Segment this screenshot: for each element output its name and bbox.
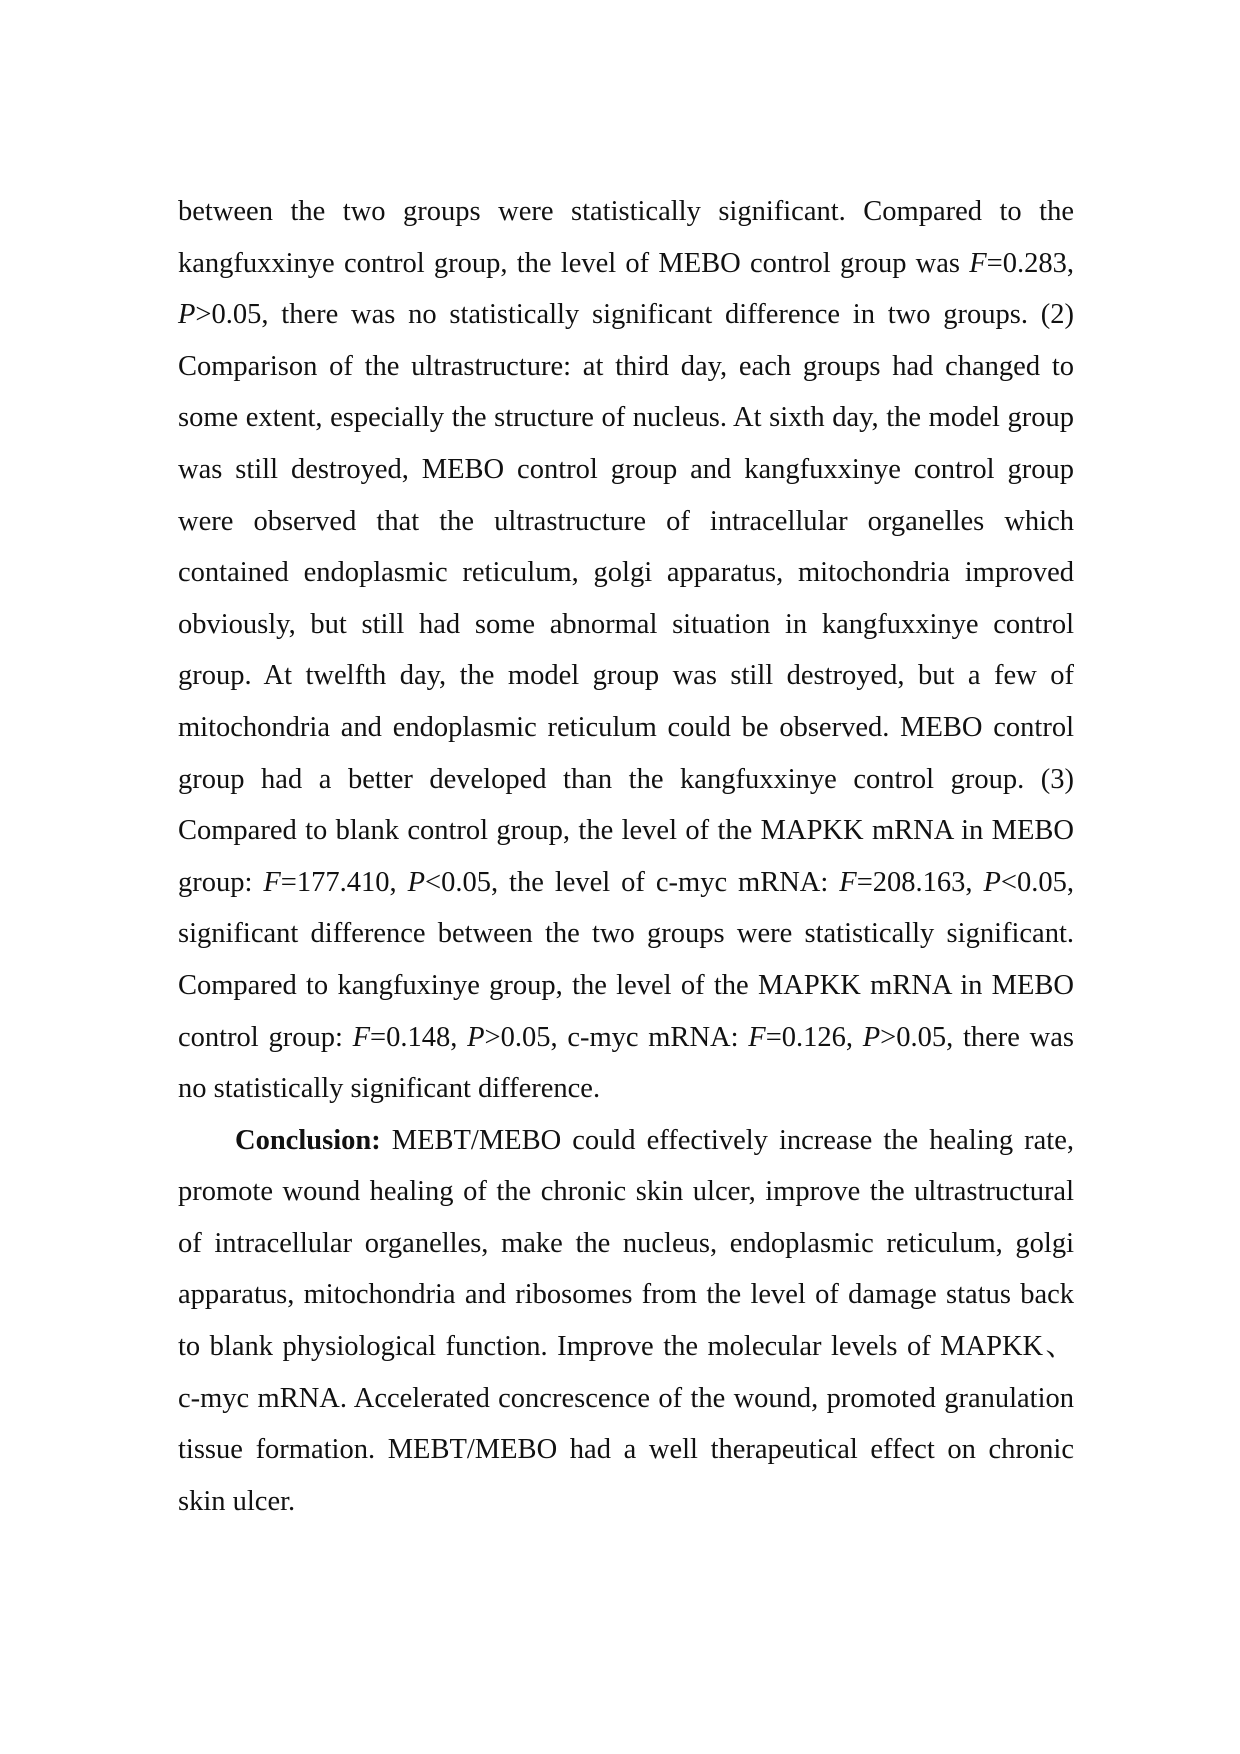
stat-symbol: P (178, 299, 196, 331)
text-segment: >0.05, c-myc mRNA: (484, 1021, 749, 1053)
text-segment: =0.283, (986, 247, 1074, 279)
text-segment: =208.163, (856, 866, 984, 898)
stat-symbol: P (983, 866, 1001, 898)
conclusion-paragraph (178, 1115, 1074, 1528)
stat-symbol: P (407, 866, 426, 898)
stat-symbol: P (467, 1021, 485, 1053)
stat-symbol: F (352, 1021, 371, 1053)
document-page (178, 186, 1074, 1527)
results-paragraph (178, 186, 1074, 1115)
conclusion-label: Conclusion: (235, 1124, 381, 1156)
text-segment: =177.410, (280, 866, 408, 898)
stat-symbol: P (862, 1021, 881, 1053)
text-segment: =0.126, (765, 1021, 863, 1053)
text-segment: >0.05, there was no statistically significant difference in two groups. (2) Comparison of the ultrastructure: at third day, each groups had changed to some extent, especially the structure of nucleus. At sixth day, the model group was still destroyed, MEBO control group and kangfuxxinye control group were observed that the ultrastructure of intracellular organelles which contained endoplasmic reticulum, golgi apparatus, mitochondria improved obviously, but still had some abnormal situation in kangfuxxinye control group. At twelfth day, the model group was still destroyed, but a few of mitochondria and endoplasmic reticulum could be observed. MEBO control group had a better developed than the kangfuxxinye control group. (3) Compared to blank control group, the level of the MAPKK mRNA in MEBO group: (178, 299, 1074, 898)
text-segment: between the two groups were statistically significant. Compared to the kangfuxxinye control group, the level of MEBO control group was (178, 196, 1074, 279)
conclusion-text: MEBT/MEBO could effectively increase the healing rate, promote wound healing of the chronic skin ulcer, improve the ultrastructural of intracellular organelles, make the nucleus, endoplasmic reticulum, golgi apparatus, mitochondria and ribosomes from the level of damage status back to blank physiological function. Improve the molecular levels of MAPKK、 c-myc mRNA. Accelerated concrescence of the wound, promoted granulation tissue formation. MEBT/MEBO had a well therapeutical effect on chronic skin ulcer. (178, 1124, 1074, 1517)
text-segment: =0.148, (370, 1021, 468, 1053)
stat-symbol: F (263, 866, 281, 898)
text-segment: <0.05, the level of c-myc mRNA: (425, 866, 840, 898)
stat-symbol: F (969, 247, 987, 279)
text-segment: >0.05, there was no statistically significant difference. (178, 1021, 1074, 1105)
stat-symbol: F (748, 1021, 766, 1053)
stat-symbol: F (839, 866, 857, 898)
text-segment: <0.05, significant difference between the two groups were statistically significant. Compared to kangfuxinye group, the level of the MAPKK mRNA in MEBO control group: (178, 866, 1074, 1053)
